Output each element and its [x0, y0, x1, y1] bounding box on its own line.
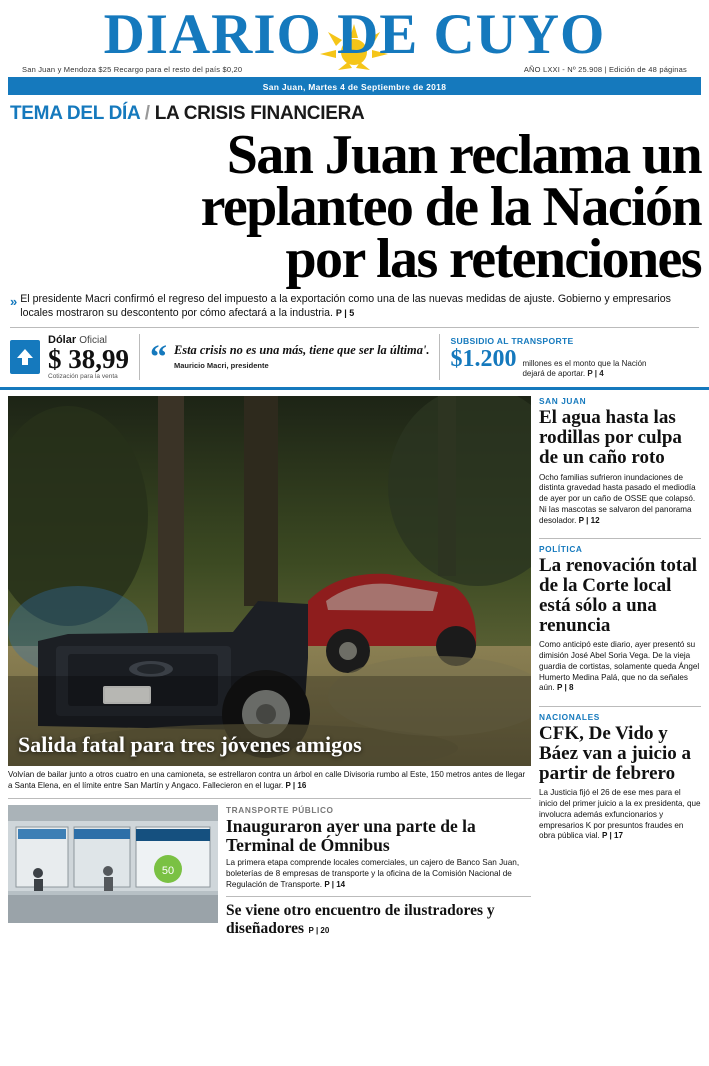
- topic-name: LA CRISIS FINANCIERA: [154, 103, 365, 124]
- right-article-1-headline: El agua hasta las rodillas por culpa de un caño roto: [539, 407, 682, 468]
- right-divider-1: [539, 538, 701, 539]
- dollar-block: [10, 334, 139, 380]
- subsidy-value: $1.200: [450, 346, 517, 373]
- main-photo-foot-text: Volvían de bailar junto a otros cuatro en una camioneta, se estrellaron contra un árbol en calle Divisoria rumbo al Este, 150 metros antes de llegar a Santa Elena, en el límite entre San Martín y Angaco. Fallecieron en el lugar.: [8, 770, 526, 790]
- right-column: [539, 396, 701, 938]
- dollar-value: $ 38,99: [48, 344, 129, 375]
- double-chevron-icon: »: [10, 294, 15, 310]
- right-article-1[interactable]: [539, 396, 701, 532]
- main-photo-footer: [8, 766, 531, 791]
- right-article-1-page: P | 12: [578, 515, 600, 525]
- bottom-left-text: [226, 805, 531, 938]
- bottom-left-second-page: P | 20: [308, 926, 330, 936]
- arrow-up-icon: [10, 340, 40, 374]
- dollar-label-bold: Dólar: [48, 334, 77, 347]
- right-article-3-body-text: La Justicia fijó el 26 de ese mes para el inicio del primer juicio a la ex presidenta, que involucra además exfuncionarios y empresarios K por presuntos fraudes en obra pública vial.: [539, 788, 701, 841]
- lead-headline: [0, 124, 709, 291]
- bottom-left-article: [8, 798, 531, 938]
- subsidy-block: [440, 336, 662, 378]
- main-photo-caption: Salida fatal para tres jóvenes amigos: [18, 732, 362, 758]
- right-article-1-body-text: Ocho familias sufrieron inundaciones de distinta gravedad hasta pasado el mediodía de ayer por un caño de OSSE que colapsó. Ni las mascotas se salvaron del panorama desolador.: [539, 472, 696, 525]
- right-article-3[interactable]: [539, 712, 701, 848]
- left-column: [8, 396, 531, 938]
- info-strip: [0, 328, 709, 387]
- bottom-left-body: [226, 858, 531, 890]
- right-article-1-body: [539, 473, 701, 527]
- lead-subhead-text: [20, 293, 699, 320]
- lead-subhead: El presidente Macri confirmó el regreso del impuesto a la exportación como una de las nuevas medidas de ajuste. Gobierno y empresarios locales mostraron su descontento por cómo afectará a la industria.: [20, 293, 671, 319]
- subsidy-desc-wrap: [522, 359, 652, 378]
- newspaper-title: DIARIO DE CUYO: [103, 3, 606, 66]
- subsidy-title: SUBSIDIO AL TRANSPORTE: [450, 336, 574, 347]
- quote-author: Mauricio Macri, presidente: [174, 360, 269, 370]
- bottom-left-body-text: La primera etapa comprende locales comerciales, un cajero de Banco San Juan, boleterías de 8 empresas de transporte y la oficina de la Comisión Nacional de Regulación de Transporte.: [226, 858, 520, 889]
- subsidy-desc: millones es el monto que la Nación dejará de aportar.: [522, 359, 647, 378]
- svg-text:50: 50: [161, 865, 175, 878]
- right-article-2-kicker: POLÍTICA: [539, 544, 583, 555]
- subsidy-page: P | 4: [587, 368, 604, 378]
- headline-line-3: por las retenciones: [285, 228, 701, 291]
- price-line: San Juan y Mendoza $25 Recargo para el resto del país $0,20: [22, 65, 243, 74]
- main-photo-foot-page: P | 16: [285, 780, 307, 790]
- quote-block: [140, 338, 439, 376]
- right-article-1-kicker: SAN JUAN: [539, 396, 587, 407]
- right-article-3-body: [539, 788, 701, 842]
- lead-subhead-block: [0, 285, 709, 320]
- right-article-3-page: P | 17: [602, 831, 624, 841]
- dollar-note: Cotización para la venta: [48, 373, 118, 381]
- right-article-2-headline: La renovación total de la Corte local está sólo a una renuncia: [539, 555, 697, 636]
- quote-mark-icon: “: [150, 338, 167, 376]
- headline-line-1: San Juan reclama un: [226, 124, 701, 186]
- topic-of-the-day: [0, 95, 709, 125]
- right-article-3-headline: CFK, De Vido y Báez van a juicio a partir de febrero: [539, 723, 691, 784]
- main-photo: [8, 396, 531, 766]
- topic-slash: /: [144, 103, 150, 124]
- topic-label: TEMA DEL DÍA: [10, 103, 140, 124]
- right-article-2-page: P | 8: [557, 683, 574, 693]
- dollar-label-light: Oficial: [79, 335, 107, 347]
- right-article-2[interactable]: [539, 544, 701, 700]
- bottom-left-body-page: P | 14: [324, 879, 346, 889]
- bottom-left-second-item: [226, 896, 531, 938]
- quote-text: Esta crisis no es una más, tiene que ser la última'.: [174, 342, 430, 357]
- bottom-left-kicker: TRANSPORTE PÚBLICO: [226, 805, 334, 816]
- right-article-3-kicker: NACIONALES: [539, 712, 600, 723]
- main-content: [0, 390, 709, 938]
- bottom-left-second-headline: Se viene otro encuentro de ilustradores y diseñadores: [226, 902, 495, 938]
- right-article-2-body-text: Como anticipó este diario, ayer presentó su dimisión José Abel Soria Vega. De la vieja guardia de cortistas, solamente queda Ángel Humerto Medina Palá, que no da señales aún.: [539, 640, 700, 693]
- masthead: [0, 0, 709, 95]
- right-article-2-body: [539, 640, 701, 694]
- bus-terminal-illustration: [8, 805, 218, 923]
- lead-subhead-page: P | 5: [335, 307, 355, 318]
- terminal-photo: [8, 805, 218, 923]
- right-divider-2: [539, 706, 701, 707]
- headline-line-2: replanteo de la Nación: [200, 176, 701, 239]
- bottom-left-headline: Inauguraron ayer una parte de la Terminal de Ómnibus: [226, 816, 476, 855]
- crash-photo-illustration: [8, 396, 531, 766]
- edition-line: AÑO LXXI - Nº 25.908 | Edición de 48 páginas: [523, 65, 687, 74]
- dateline: San Juan, Martes 4 de Septiembre de 2018: [8, 80, 701, 95]
